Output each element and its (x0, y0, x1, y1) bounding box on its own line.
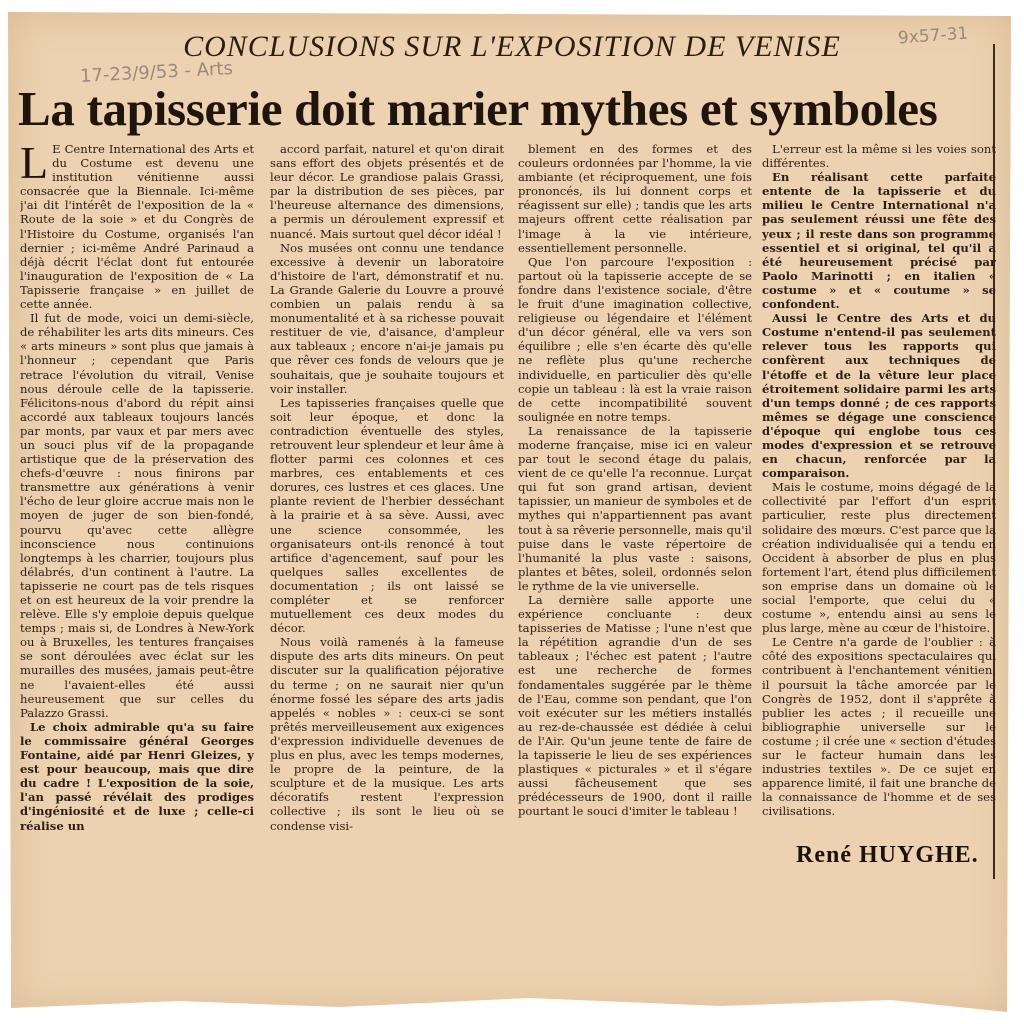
paragraph: En réalisant cette parfaite entente de la tapisserie et du milieu le Centre International n'a pas seulement réussi une fête des yeux ; il reste dans son programme essentiel et si original, tel qu'il a été heureusement précisé par Paolo Marinotti ; en italien « costume » et « coutume » se confondent. (762, 170, 996, 312)
paragraph: accord parfait, naturel et qu'on dirait sans effort des objets présentés et de leur décor. Le grandiose palais Grassi, par la distribution de ses pièces, par l'heureuse alternance des dimensions, a permis un déroulement expressif et nuancé. Mais surtout quel décor idéal ! (270, 142, 504, 241)
paragraph: Le Centre n'a garde de l'oublier : à côté des expositions spectaculaires qui contribuent à l'enchantement vénitien, il poursuit la tâche amorcée par le Congrès de 1952, dont il s'apprête à publier les actes ; il recueille une bibliographie universelle sur le costume ; il crée une « section d'études sur le facteur humain dans les industries textiles ». De ce sujet en apparence limité, il fait une branche de la connaissance de l'homme et de ses civilisations. (762, 635, 996, 819)
paragraph: La dernière salle apporte une expérience concluante : deux tapisseries de Matisse ; l'une n'est que la répétition agrandie d'un de ses tableaux ; l'échec est patent ; l'autre est une recherche de formes fondamentales suggérée par le thème de l'Eau, comme son pendant, que l'on voit exécuter sur les métiers installés au rez-de-chaussée est dédiée à celui de l'Air. Qu'un jeune tente de faire de la tapisserie le lieu de ses expériences plastiques « picturales » et il s'égare aussi fâcheusement que ses prédécesseurs de 1900, dont il raille pourtant le souci d'imiter le tableau ! (518, 593, 752, 819)
paragraph: La renaissance de la tapisserie moderne française, mise ici en valeur par tout le second étage du palais, vient de ce qu'elle l'a reconnue. Lurçat qui fut son grand artisan, devient tapissier, un manieur de symboles et de mythes qui n'appartiennent pas avant tout à sa rêverie personnelle, mais qu'il puise dans le vaste répertoire de l'humanité la plus vaste : saisons, plantes et bêtes, soleil, ordonnés selon le rythme de la vie universelle. (518, 423, 752, 593)
drop-cap: L (20, 142, 49, 188)
article-column-4 (762, 142, 996, 882)
paragraph: Le choix admirable qu'a su faire le commissaire général Georges Fontaine, aidé par Henri Gleizes, y est pour beaucoup, mais que dire du cadre ! L'exposition de la soie, l'an passé révélait des prodiges d'ingéniosité et de luxe ; celle-ci réalise un (20, 719, 254, 833)
paragraph: Les tapisseries françaises quelle que soit leur époque, et donc la contradiction éventuelle des styles, retrouvent leur splendeur et leur âme à flotter parmi ces colonnes et ces marbres, ces entablements et ces dorures, ces lustres et ces glaces. Une plante revient de l'herbier desséchant à la prairie et à sa sève. Aussi, avec une science consommée, les organisateurs ont-ils renoncé à tout artifice d'agencement, sauf pour les quelques salles excellentes de documentation ; ils ont laissé se compléter et se renforcer mutuellement ces deux modes du décor. (270, 395, 504, 636)
paragraph: E Centre International des Arts et du Costume est devenu une institution vénitienne aussi consacrée que la Biennale. Ici-même j'ai dit l'intérêt de l'exposition de la « Route de la soie » et du Congrès de l'Histoire du Costume, organisés l'an dernier ; ici-même André Parinaud a déjà décrit l'éclat dont fut entourée l'inauguration de l'exposition de « La Tapisserie française » en juillet de cette année. (20, 142, 254, 312)
paragraph: Que l'on parcoure l'exposition : partout où la tapisserie accepte de se fondre dans l'existence sociale, d'être le fruit d'une imagination collective, religieuse ou légendaire et l'élément d'un décor général, elle va vers son équilibre ; elle s'en écarte dès qu'elle ne reflète plus qu'une recherche individuelle, en particulier dès qu'elle copie un tableau : là est la vraie raison de cette incompatibilité souvent soulignée en notre temps. (518, 254, 752, 424)
paragraph: Nos musées ont connu une tendance excessive à devenir un laboratoire d'histoire de l'art, démonstratif et nu. La Grande Galerie du Louvre a prouvé combien un palais rendu à sa monumentalité et à sa richesse pouvait restituer de vie, d'aisance, d'ampleur aux tableaux ; encore n'ai-je jamais pu que rêver ces fonds de velours que je souhaitais, que je souhaite toujours et voir installer. (270, 240, 504, 396)
article-kicker: CONCLUSIONS SUR L'EXPOSITION DE VENISE (183, 30, 841, 63)
article-column-1 (20, 142, 254, 882)
handwritten-reference: 9x57-31 (897, 23, 969, 49)
article-column-2 (270, 142, 504, 882)
paragraph: Mais le costume, moins dégagé de la collectivité par l'effort d'un esprit particulier, reste plus directement solidaire des mœurs. C'est parce que la création individualisée qui a tendu en Occident à absorber de plus en plus fortement l'art, étend plus difficilement son emprise dans un domaine où le social l'emporte, que celui du « costume », entendu ainsi au sens le plus large, mène au cœur de l'histoire. (762, 480, 996, 636)
paragraph: Nous voilà ramenés à la fameuse dispute des arts dits mineurs. On peut discuter sur la qualification péjorative du terme ; on ne saurait nier qu'un énorme fossé les sépare des arts jadis appelés « nobles » : ceux-ci se sont prêtés merveilleusement aux exigences d'expression individuelle devenues de plus en plus, avec les temps modernes, le propre de la peinture, de la sculpture et de la musique. Les arts décoratifs restent l'expression collective ; ils sont le lieu où se condense visi- (270, 635, 504, 833)
paragraph: blement en des formes et des couleurs ordonnées par l'homme, la vie ambiante (et réciproquement, une fois prononcés, ils lui donnent corps et réagissent sur elle) ; tandis que les arts majeurs offrent cette réalisation par l'image à la vie intérieure, essentiellement personnelle. (518, 142, 752, 255)
author-signature: René HUYGHE. (796, 842, 979, 868)
paragraph: L'erreur est la même si les voies sont différentes. (762, 142, 996, 171)
article-headline: La tapisserie doit marier mythes et symboles (18, 81, 938, 136)
paragraph: Il fut de mode, voici un demi-siècle, de réhabiliter les arts dits mineurs. Ces « arts mineurs » sont plus que jamais à l'honneur ; cependant que Paris retrace l'évolution du vitrail, Venise nous déroule celle de la tapisserie. Félicitons-nous d'abord du répit ainsi accordé aux tableaux toujours lancés par monts, par vaux et par mers avec un souci plus vif de la propagande artistique que de la préservation des chefs-d'œuvre : nous finirons par transmettre aux générations à venir l'écho de leur gloire accrue mais non le moyen de juger de son bien-fondé, pourvu qu'avec cette allègre inconscience nous continuions longtemps à les charrier, toujours plus délabrés, d'un continent à l'autre. La tapisserie ne court pas de tels risques et on est heureux de la voir prendre la relève. Elle s'y emploie depuis quelque temps ; mais si, de Londres à New-York ou à Bruxelles, les tentures françaises se sont déroulées avec éclat sur les murailles des musées, jamais peut-être ne l'avaient-elles été aussi heureusement que sur celles du Palazzo Grassi. (20, 311, 254, 720)
paragraph: Aussi le Centre des Arts et du Costume n'entend-il pas seulement relever tous les rapports qui confèrent aux techniques de l'étoffe et de la vêture leur place étroitement solidaire parmi les arts d'un temps donné ; de ces rapports mêmes se dégage une conscience d'époque qui englobe tous ces modes d'expression et se retrouve en chacun, renforcée par la comparaison. (762, 311, 996, 481)
handwritten-date: 17-23/9/53 - Arts (79, 58, 234, 87)
article-column-3 (518, 142, 752, 882)
